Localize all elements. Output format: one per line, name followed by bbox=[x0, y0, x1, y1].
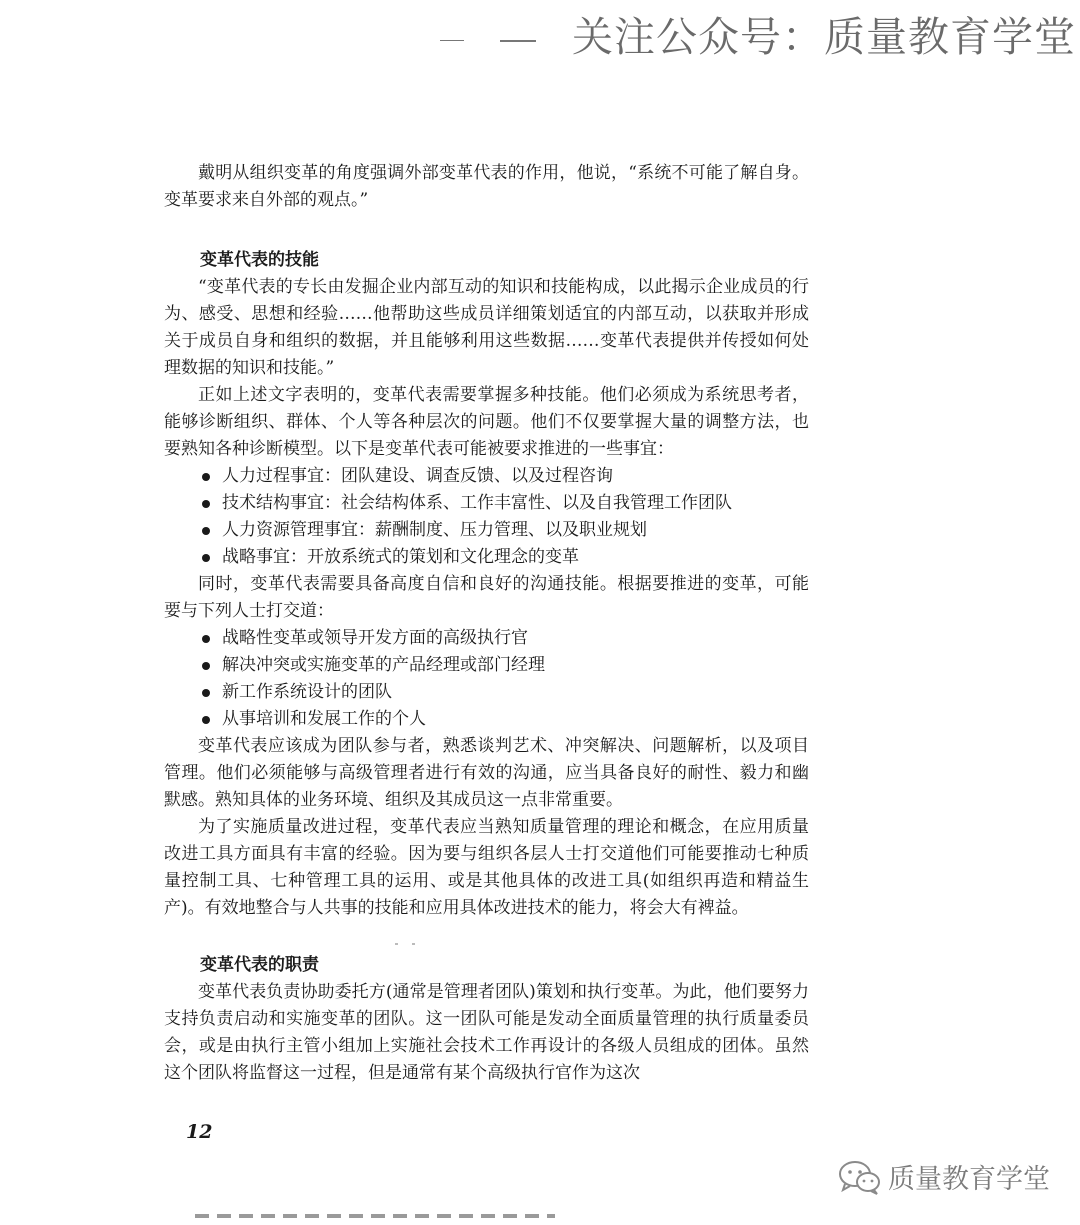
watermark-bottom-text: 质量教育学堂 bbox=[888, 1164, 1050, 1195]
list-item: 人力过程事宜：团队建设、调查反馈、以及过程咨询 bbox=[164, 463, 809, 490]
list-item: 人力资源管理事宜：薪酬制度、压力管理、以及职业规划 bbox=[164, 517, 809, 544]
list-item: 技术结构事宜：社会结构体系、工作丰富性、以及自我管理工作团队 bbox=[164, 490, 809, 517]
section-heading-duties: 变革代表的职责 bbox=[200, 955, 319, 975]
page-content bbox=[164, 160, 809, 1087]
skills-quote-paragraph: “变革代表的专长由发掘企业内部互动的知识和技能构成，以此揭示企业成员的行为、感受、思想和经验……他帮助这些成员详细策划适宜的内部互动，以获取并形成关于成员自身和组织的数据，并且能够利用这些数据……变革代表提供并传授如何处理数据的知识和技能。” bbox=[164, 277, 809, 378]
bullet-icon bbox=[202, 554, 210, 562]
wechat-icon bbox=[838, 1159, 882, 1195]
bullet-icon bbox=[202, 500, 210, 508]
list-item: 解决冲突或实施变革的产品经理或部门经理 bbox=[164, 652, 809, 679]
team-participant-paragraph: 变革代表应该成为团队参与者，熟悉谈判艺术、冲突解决、问题解析，以及项目管理。他们必须能够与高级管理者进行有效的沟通，应当具备良好的耐性、毅力和幽默感。熟知具体的业务环境、组织及其成员这一点非常重要。 bbox=[164, 736, 809, 810]
duties-body-paragraph: 变革代表负责协助委托方(通常是管理者团队)策划和执行变革。为此，他们要努力支持负责启动和实施变革的团队。这一团队可能是发动全面质量管理的执行质量委员会，或是由执行主管小组加上实施社会技术工作再设计的各级人员组成的团体。虽然这个团队将监督这一过程，但是通常有某个高级执行官作为这次 bbox=[164, 982, 809, 1083]
bullet-icon bbox=[202, 527, 210, 535]
quality-tools-paragraph: 为了实施质量改进过程，变革代表应当熟知质量管理的理论和概念，在应用质量改进工具方面具有丰富的经验。因为要与组织各层人士打交道他们可能要推动七种质量控制工具、七种管理工具的运用、或是其他具体的改进工具(如组织再造和精益生产)。有效地整合与人共事的技能和应用具体改进技术的能力，将会大有裨益。 bbox=[164, 817, 809, 918]
scan-speck bbox=[395, 943, 398, 945]
list-item: 新工作系统设计的团队 bbox=[164, 679, 809, 706]
scan-mark bbox=[440, 40, 464, 41]
bullet-icon bbox=[202, 662, 210, 670]
bullet-icon bbox=[202, 635, 210, 643]
bullet-icon bbox=[202, 716, 210, 724]
contacts-intro-paragraph: 同时，变革代表需要具备高度自信和良好的沟通技能。根据要推进的变革，可能要与下列人士打交道： bbox=[164, 574, 809, 621]
scan-speck bbox=[412, 943, 415, 945]
bullet-icon bbox=[202, 473, 210, 481]
watermark-top: 关注公众号：质量教育学堂 bbox=[572, 13, 1076, 61]
list-item: 从事培训和发展工作的个人 bbox=[164, 706, 809, 733]
watermark-bottom bbox=[838, 1157, 1050, 1196]
page-number: 12 bbox=[186, 1121, 213, 1143]
scan-mark bbox=[500, 40, 536, 42]
bullet-icon bbox=[202, 689, 210, 697]
list-item: 战略性变革或领导开发方面的高级执行官 bbox=[164, 625, 809, 652]
bullet-list-matters bbox=[164, 463, 809, 571]
scan-artifact-strip bbox=[195, 1214, 555, 1218]
section-heading-skills: 变革代表的技能 bbox=[200, 250, 319, 270]
intro-paragraph: 戴明从组织变革的角度强调外部变革代表的作用，他说，“系统不可能了解自身。变革要求来自外部的观点。” bbox=[164, 163, 809, 210]
list-item: 战略事宜：开放系统式的策划和文化理念的变革 bbox=[164, 544, 809, 571]
skills-body-paragraph: 正如上述文字表明的，变革代表需要掌握多种技能。他们必须成为系统思考者，能够诊断组织、群体、个人等各种层次的问题。他们不仅要掌握大量的调整方法，也要熟知各种诊断模型。以下是变革代表可能被要求推进的一些事宜： bbox=[164, 385, 809, 459]
bullet-list-contacts bbox=[164, 625, 809, 733]
